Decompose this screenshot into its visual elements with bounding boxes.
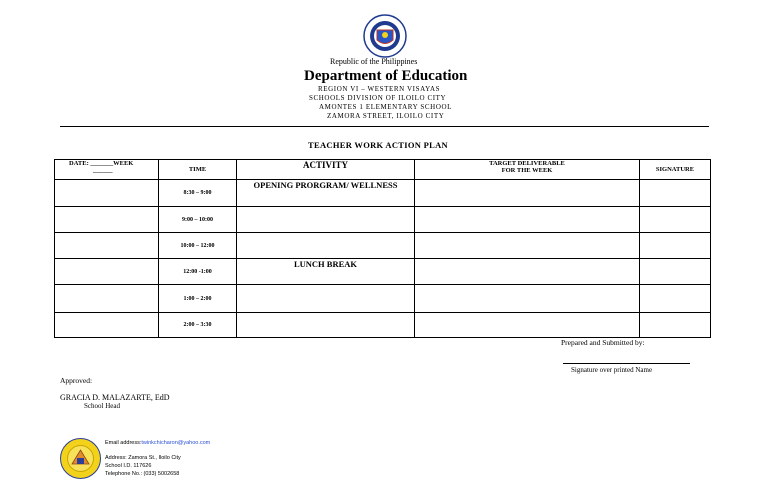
email-label: Email address: (105, 440, 142, 446)
date-cell[interactable] (55, 207, 159, 233)
time-cell: 1:00 – 2:00 (159, 285, 237, 313)
signature-cell[interactable] (640, 180, 711, 207)
time-cell: 2:00 – 3:30 (159, 313, 237, 338)
date-week-blank: ______ (93, 167, 113, 174)
street-line: ZAMORA STREET, ILOILO CITY (327, 112, 445, 120)
date-cell[interactable] (55, 259, 159, 285)
signature-cell[interactable] (640, 233, 711, 259)
time-cell: 10:00 – 12:00 (159, 233, 237, 259)
date-week-label: DATE: _______WEEK (69, 160, 134, 167)
activity-header: ACTIVITY (237, 160, 415, 180)
signature-line[interactable] (563, 363, 690, 364)
target-cell[interactable] (415, 207, 640, 233)
table-header-row (55, 160, 711, 180)
school-line: AMONTES 1 ELEMENTARY SCHOOL (319, 103, 453, 111)
school-id-line: School I.D. 117626 (105, 463, 152, 469)
email-line (105, 440, 210, 446)
table-row (55, 233, 711, 259)
time-cell: 8:30 – 9:00 (159, 180, 237, 207)
table-row (55, 285, 711, 313)
activity-cell[interactable] (237, 313, 415, 338)
date-cell[interactable] (55, 313, 159, 338)
date-cell[interactable] (55, 285, 159, 313)
page-title: TEACHER WORK ACTION PLAN (308, 140, 448, 150)
department-title: Department of Education (304, 68, 468, 84)
school-head-position: School Head (84, 402, 120, 410)
signature-header: SIGNATURE (640, 160, 711, 180)
target-header-line1: TARGET DELIVERABLE (489, 160, 565, 167)
time-cell: 9:00 – 10:00 (159, 207, 237, 233)
telephone-line: Telephone No.: (033) 5002658 (105, 471, 180, 477)
signature-cell[interactable] (640, 285, 711, 313)
signature-cell[interactable] (640, 207, 711, 233)
work-plan-table (54, 159, 711, 338)
address-line: Address: Zamora St., Iloilo City (105, 455, 181, 461)
date-week-header[interactable] (55, 160, 159, 180)
target-cell[interactable] (415, 259, 640, 285)
target-header-line2: FOR THE WEEK (501, 167, 553, 174)
date-cell[interactable] (55, 233, 159, 259)
table-row (55, 180, 711, 207)
target-deliverable-header (415, 160, 640, 180)
signature-cell[interactable] (640, 313, 711, 338)
region-line: REGION VI – WESTERN VISAYAS (318, 85, 441, 93)
target-cell[interactable] (415, 285, 640, 313)
school-logo-icon (60, 438, 101, 479)
time-header: TIME (159, 160, 237, 180)
target-cell[interactable] (415, 233, 640, 259)
school-head-name: GRACIA D. MALAZARTE, EdD (60, 393, 170, 402)
activity-cell[interactable] (237, 285, 415, 313)
target-cell[interactable] (415, 180, 640, 207)
deped-seal-icon (363, 14, 407, 58)
republic-line: Republic of the Philippines (330, 57, 418, 66)
date-cell[interactable] (55, 180, 159, 207)
target-cell[interactable] (415, 313, 640, 338)
header-divider (60, 126, 709, 127)
division-line: SCHOOLS DIVISION OF ILOILO CITY (309, 94, 447, 102)
signature-caption: Signature over printed Name (571, 366, 653, 374)
time-cell: 12:00 -1:00 (159, 259, 237, 285)
table-row (55, 207, 711, 233)
activity-cell[interactable]: OPENING PRORGRAM/ WELLNESS (237, 180, 415, 207)
signature-cell[interactable] (640, 259, 711, 285)
activity-cell[interactable] (237, 233, 415, 259)
approved-label: Approved: (60, 376, 93, 385)
activity-cell[interactable]: LUNCH BREAK (237, 259, 415, 285)
activity-cell[interactable] (237, 207, 415, 233)
email-link[interactable]: twinkchicharon@yahoo.com (141, 440, 211, 446)
table-row (55, 259, 711, 285)
prepared-by-label: Prepared and Submitted by: (561, 338, 645, 347)
table-row (55, 313, 711, 338)
